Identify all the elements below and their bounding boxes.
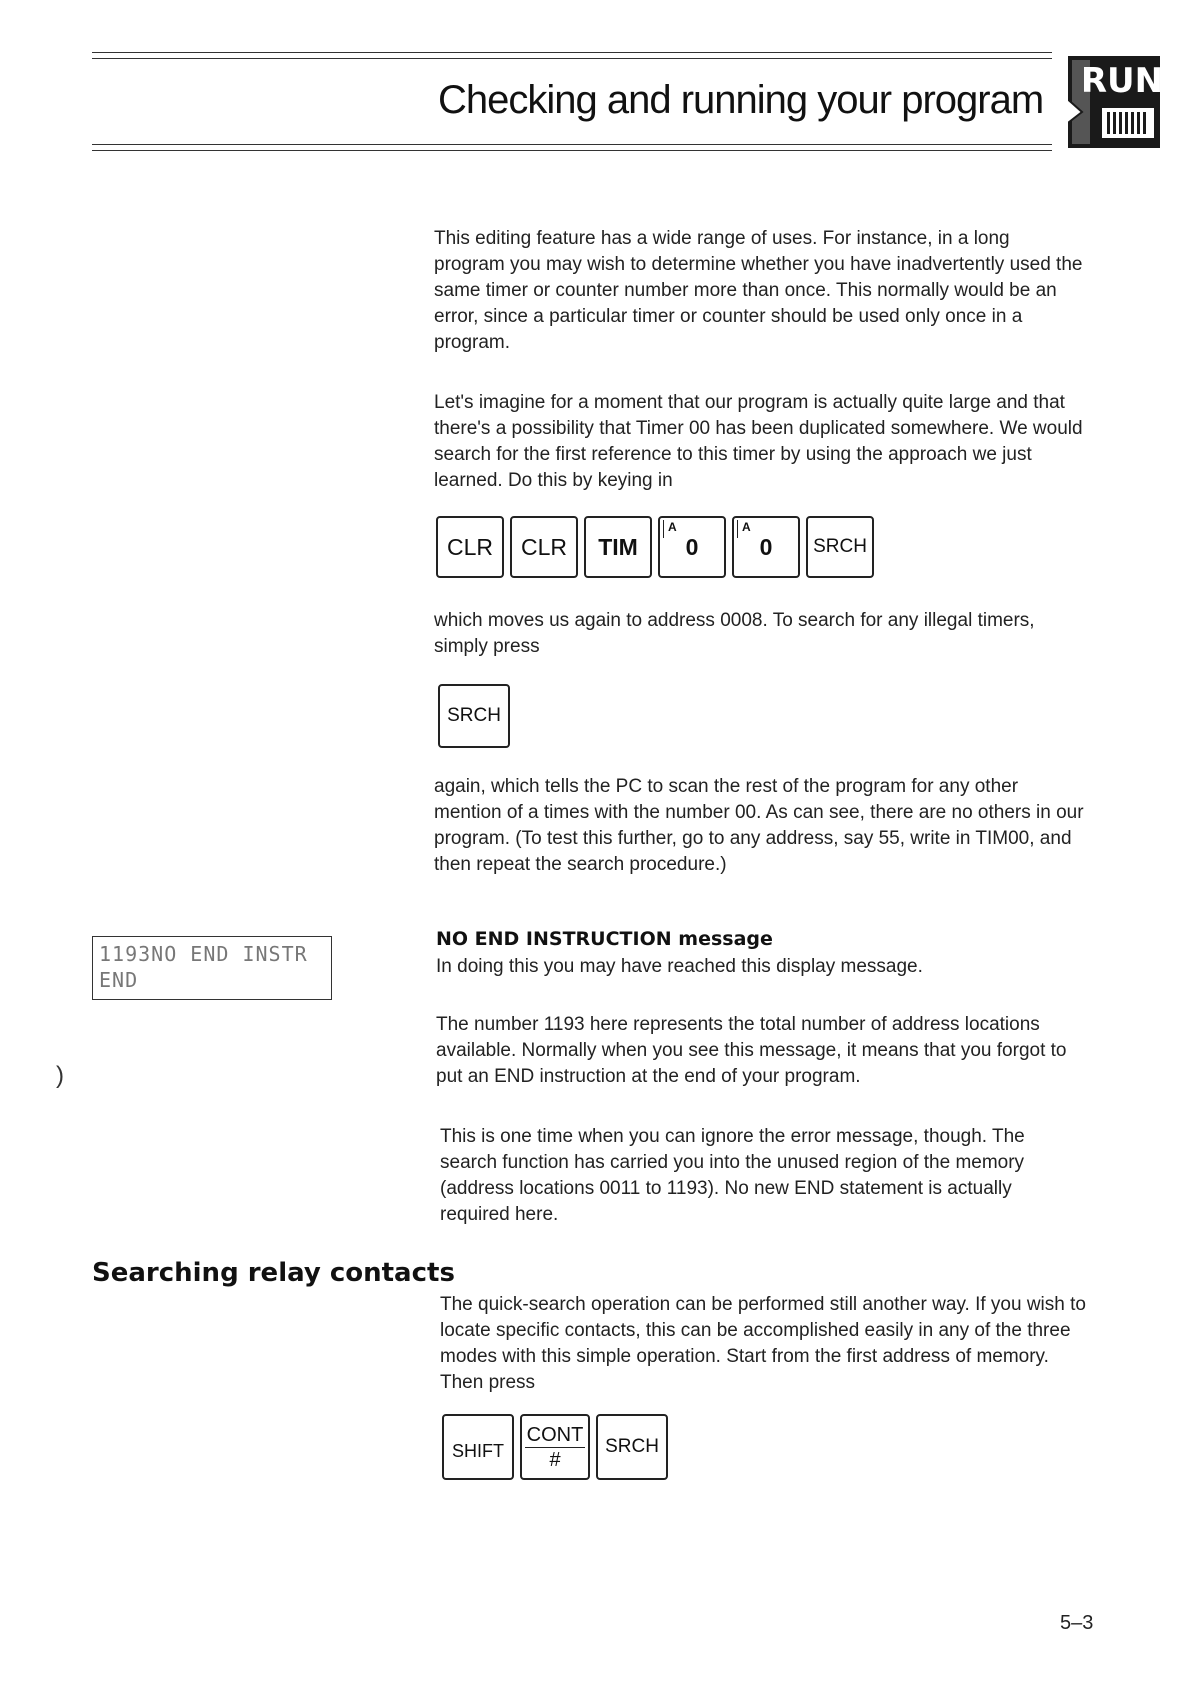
zero-key-superscript: A	[742, 520, 751, 534]
zero-key[interactable]	[732, 516, 800, 578]
header-rule-top-1	[92, 52, 1052, 53]
paragraph-4: again, which tells the PC to scan the rest of the program for any other mention of a times with the number 00. As can see, there are no others in our program. (To test this further, go to any address, say 55, write in TIM00, and then repeat the search procedure.)	[434, 776, 1084, 875]
header-rule-bottom-2	[92, 150, 1052, 151]
margin-mark: )	[56, 1062, 64, 1089]
zero-key-label: 0	[759, 533, 773, 560]
shift-key[interactable]	[442, 1414, 514, 1480]
cont-key[interactable]	[520, 1414, 590, 1480]
paragraph-2: Let's imagine for a moment that our program is actually quite large and that there's a possibility that Timer 00 has been duplicated somewhere. We would search for the first reference to this timer by using the approach we just learned. Do this by keying in	[434, 392, 1083, 491]
no-end-heading-bold: NO END INSTRUCTION	[436, 928, 672, 950]
no-end-heading-rest: message	[678, 928, 773, 950]
no-end-message-heading	[436, 928, 773, 950]
page-number: 5–3	[1060, 1612, 1094, 1634]
tim-key[interactable]	[584, 516, 652, 578]
clr-key[interactable]	[510, 516, 578, 578]
srch-key-label: SRCH	[447, 705, 501, 726]
paragraph-8: The quick-search operation can be performed still another way. If you wish to locate specific contacts, this can be accomplished easily in any of the three modes with this simple operation. Start from the first address of memory. Then press	[440, 1294, 1086, 1393]
lcd-display	[92, 936, 332, 1000]
srch-key-label: SRCH	[813, 536, 867, 557]
shift-key-label: SHIFT	[452, 1440, 504, 1461]
srch-key[interactable]	[806, 516, 874, 578]
header-rule-bottom-1	[92, 144, 1052, 145]
zero-key[interactable]	[658, 516, 726, 578]
srch-key-label: SRCH	[605, 1436, 659, 1457]
paragraph-5: In doing this you may have reached this display message.	[436, 956, 923, 977]
clr-key[interactable]	[436, 516, 504, 578]
key-sequence-timer-search	[436, 516, 874, 578]
paragraph-3: which moves us again to address 0008. To search for any illegal timers, simply press	[434, 610, 1035, 657]
paragraph-7: This is one time when you can ignore the error message, though. The search function has carried you into the unused region of the memory (address locations 0011 to 1193). No new END statement is actually required here.	[440, 1126, 1025, 1225]
cont-key-top-label: CONT	[526, 1423, 584, 1446]
header-rule-top-2	[92, 58, 1052, 59]
lcd-line-2: END	[99, 968, 139, 992]
srch-key[interactable]	[438, 684, 510, 748]
run-badge-label: RUN	[1080, 61, 1160, 101]
zero-key-superscript: A	[668, 520, 677, 534]
section-heading: Searching relay contacts	[92, 1258, 455, 1288]
paragraph-6: The number 1193 here represents the total number of address locations available. Normally when you see this message, it means that you forgot to put an END instruction at the end of your program.	[436, 1014, 1067, 1087]
paragraph-1: This editing feature has a wide range of uses. For instance, in a long program you may wish to determine whether you have inadvertently used the same timer or counter number more than once. This normally would be an error, since a particular timer or counter should be used only once in a program.	[434, 228, 1083, 353]
srch-key[interactable]	[596, 1414, 668, 1480]
key-sequence-contact-search	[442, 1414, 668, 1480]
lcd-line-1: 1193NO END INSTR	[99, 942, 308, 966]
page-title: Checking and running your program	[438, 78, 1044, 122]
clr-key-label: CLR	[446, 533, 493, 560]
cont-key-bottom-label: #	[549, 1448, 561, 1471]
tim-key-label: TIM	[598, 533, 638, 560]
key-srch-single	[438, 684, 510, 748]
run-mode-icon	[1068, 56, 1160, 148]
clr-key-label: CLR	[520, 533, 567, 560]
zero-key-label: 0	[685, 533, 699, 560]
